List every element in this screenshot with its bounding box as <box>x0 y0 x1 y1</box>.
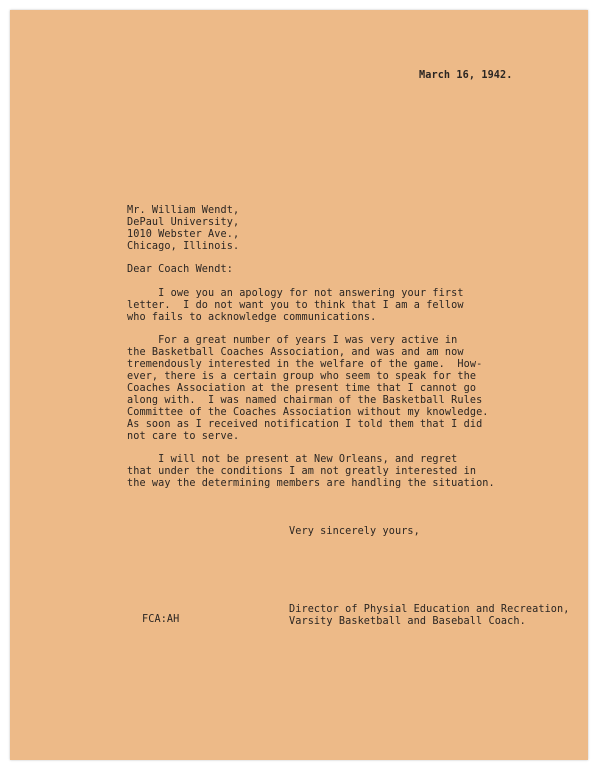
paragraph-line: I owe you an apology for not answering your first <box>127 288 464 299</box>
paragraph-line: tremendously interested in the welfare of the game. How- <box>127 359 483 370</box>
paragraph-line: that under the conditions I am not greatly interested in <box>127 466 477 477</box>
paragraph-line: Committee of the Coaches Association without my knowledge. <box>127 407 489 418</box>
recipient-address <box>127 205 239 253</box>
paragraph-line: the way the determining members are handling the situation. <box>127 478 495 489</box>
paragraph-line: the Basketball Coaches Association, and was and am now <box>127 347 464 358</box>
reference-initials: FCA:AH <box>142 614 180 625</box>
signature-title-block <box>289 604 570 628</box>
closing: Very sincerely yours, <box>289 526 420 537</box>
address-line: Chicago, Illinois. <box>127 241 240 252</box>
paragraph-line: not care to serve. <box>127 431 240 442</box>
paragraph-line: along with. I was named chairman of the Basketball Rules <box>127 395 483 406</box>
paragraph-line: I will not be present at New Orleans, and regret <box>127 454 458 465</box>
address-line: DePaul University, <box>127 217 240 228</box>
paragraph-association <box>127 335 489 443</box>
paragraph-line: letter. I do not want you to think that I am a fellow <box>127 300 464 311</box>
signature-title-line: Director of Physial Education and Recreation, <box>289 604 570 615</box>
paragraph-new-orleans <box>127 454 495 490</box>
signature-title-line: Varsity Basketball and Baseball Coach. <box>289 616 526 627</box>
paragraph-line: Coaches Association at the present time that I cannot go <box>127 383 477 394</box>
paragraph-line: who fails to acknowledge communications. <box>127 312 377 323</box>
paragraph-line: ever, there is a certain group who seem to speak for the <box>127 371 477 382</box>
address-line: Mr. William Wendt, <box>127 205 240 216</box>
letter-date: March 16, 1942. <box>419 70 513 81</box>
address-line: 1010 Webster Ave., <box>127 229 240 240</box>
paragraph-apology <box>127 288 464 324</box>
letter-sheet <box>10 10 588 760</box>
paragraph-line: For a great number of years I was very active in <box>127 335 458 346</box>
salutation: Dear Coach Wendt: <box>127 264 233 275</box>
paragraph-line: As soon as I received notification I told them that I did <box>127 419 483 430</box>
